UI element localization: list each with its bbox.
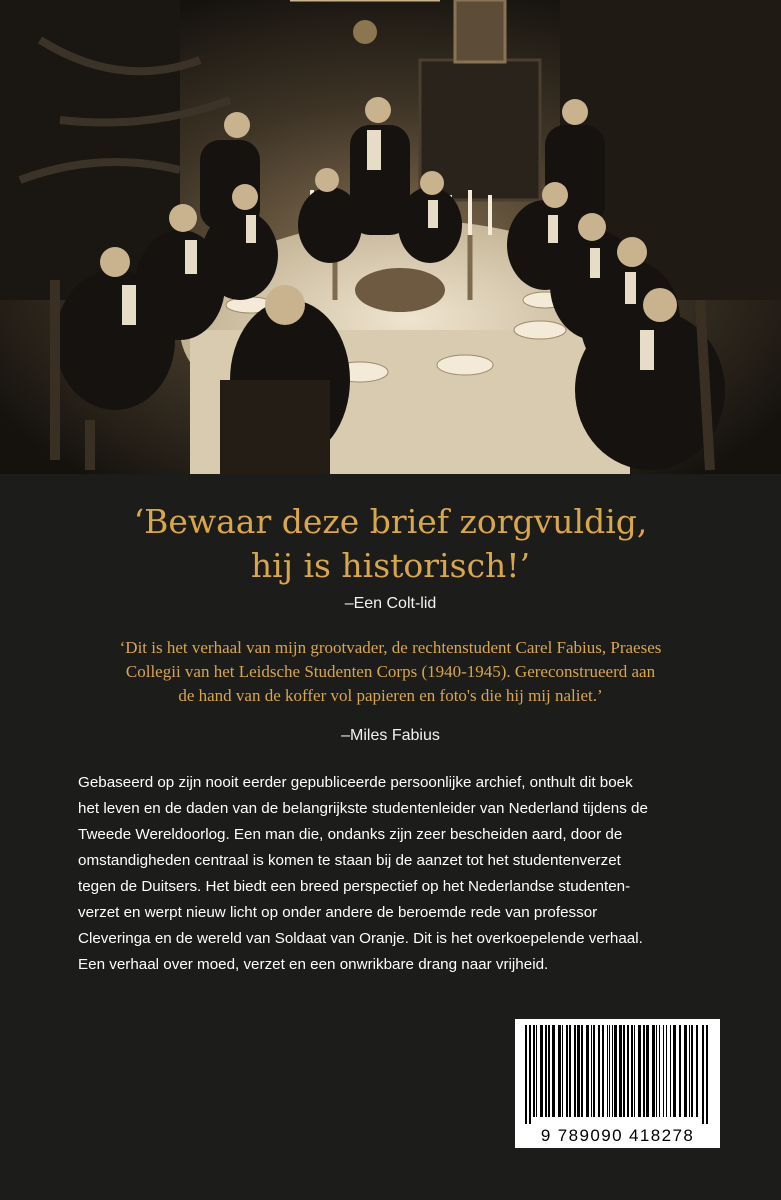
barcode-bar [525,1025,527,1124]
barcode-bar [577,1025,580,1117]
barcode-bar [619,1025,622,1117]
barcode-bar [540,1025,543,1117]
blurb-line: Tweede Wereldoorlog. Een man die, ondanks zijn zeer bescheiden aard, door de [78,826,623,843]
barcode-bars [515,1019,720,1124]
secondary-quote-line-2: Collegii van het Leidsche Studenten Corps (1940-1945). Gereconstrueerd aan [125,662,656,681]
barcode-bar [656,1025,657,1117]
barcode-bar [548,1025,550,1117]
barcode-bar [609,1025,610,1117]
isbn-digits: 9 789090 418278 [540,1126,695,1145]
blurb-line: het leven en de daden van de belangrijkste studentenleider van Nederland tijdens de [78,800,648,817]
barcode-bar [574,1025,576,1117]
secondary-quote [50,636,731,708]
barcode-bar [689,1025,690,1117]
barcode-bar [591,1025,592,1117]
blurb-line: tegen de Duitsers. Het biedt een breed perspectief op het Nederlandse studenten- [78,878,631,895]
main-quote-line-2: hij is historisch!’ [250,546,531,585]
barcode-bar [586,1025,589,1117]
barcode-bar [634,1025,635,1117]
main-quote-attribution: –Een Colt-lid [344,595,437,612]
barcode-bar [593,1025,595,1117]
main-quote [0,500,781,588]
barcode-bar [529,1025,531,1124]
barcode-bar [614,1025,617,1117]
barcode-bar [638,1025,641,1117]
barcode-bar [679,1025,681,1117]
barcode-bar [581,1025,583,1117]
barcode-bar [643,1025,645,1117]
cover-photo [0,0,781,474]
barcode-bar [696,1025,698,1117]
barcode-bar [646,1025,649,1117]
barcode-bar [691,1025,693,1117]
barcode-bar [536,1025,537,1117]
barcode-bar [566,1025,568,1117]
book-blurb [78,770,706,978]
barcode-bar [702,1025,704,1124]
dinner-photo-illustration [0,0,781,474]
barcode-bar [545,1025,547,1117]
blurb-line: Cleveringa en de wereld van Soldaat van Oranje. Dit is het overkoepelende verhaal. [78,930,643,947]
secondary-quote-line-3: de hand van de koffer vol papieren en foto's die hij mij naliet.’ [178,686,603,705]
barcode-bar [631,1025,633,1117]
barcode-bar [602,1025,604,1117]
barcode-bar [666,1025,667,1117]
barcode-bar [552,1025,555,1117]
barcode-bar [612,1025,613,1117]
barcode-bar [684,1025,687,1117]
blurb-line: Een verhaal over moed, verzet en een onwrikbare drang naar vrijheid. [78,956,549,973]
main-quote-line-1: ‘Bewaar deze brief zorgvuldig, [133,502,648,541]
barcode-bar [562,1025,563,1117]
barcode-bar [706,1025,708,1124]
barcode-bar [558,1025,561,1117]
barcode-bar [607,1025,608,1117]
barcode-bar [670,1025,671,1117]
barcode-bar [663,1025,664,1117]
barcode-bar [569,1025,571,1117]
barcode-bar [659,1025,660,1117]
barcode-bar [673,1025,676,1117]
secondary-quote-attribution: –Miles Fabius [341,727,440,744]
blurb-line: Gebaseerd op zijn nooit eerder gepubliceerde persoonlijke archief, onthult dit boek [78,774,633,791]
secondary-quote-line-1: ‘Dit is het verhaal van mijn grootvader, de rechtenstudent Carel Fabius, Praeses [119,638,662,657]
blurb-line: verzet en werpt nieuw licht op onder andere de beroemde rede van professor [78,904,598,921]
barcode-bar [598,1025,600,1117]
isbn-barcode [515,1019,720,1148]
barcode-bar [533,1025,535,1117]
barcode-bar [627,1025,629,1117]
barcode-bar [652,1025,655,1117]
barcode-bar [623,1025,625,1117]
blurb-line: omstandigheden centraal is komen te staan bij de aanzet tot het studentenverzet [78,852,621,869]
